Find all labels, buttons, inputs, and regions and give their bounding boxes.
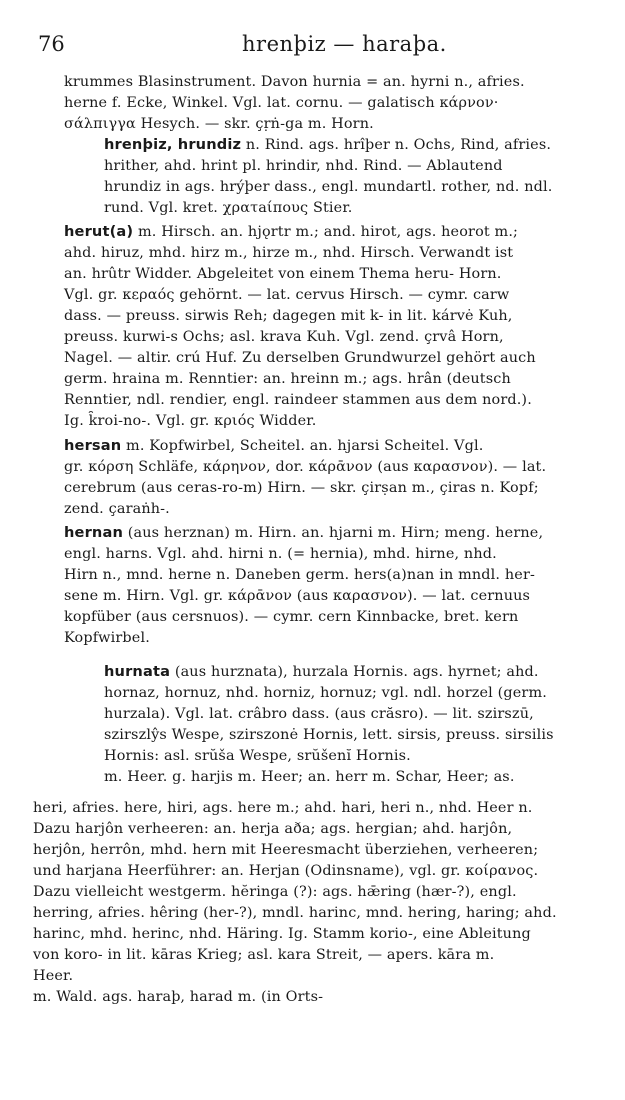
- text-line: harinc, mhd. herinc, nhd. Häring. Ig. Stamm korio-, eine Ableitung: [33, 926, 531, 942]
- text-line: m. Wald. ags. haraþ, harad m. (in Orts-: [33, 989, 324, 1005]
- text-line: zend. çaraṅh-.: [64, 501, 170, 517]
- headword: hersan: [64, 437, 122, 454]
- text-line: dass. — preuss. sirwis Reh; dagegen mit k- in lit. kárvė Kuh,: [64, 308, 513, 324]
- text-line: hurzala). Vgl. lat. crâbro dass. (aus crăsro). — lit. szirszū,: [104, 706, 534, 722]
- text-line: hrither, ahd. hrint pl. hrindir, nhd. Rind. — Ablautend: [104, 158, 503, 174]
- text-line: Renntier, ndl. rendier, engl. raindeer stammen aus dem nord.).: [64, 392, 532, 408]
- entry-head-line: hurnata (aus hurznata), hurzala Hornis. ags. hyrnet; ahd.: [104, 663, 539, 680]
- headword: hurnata: [104, 663, 171, 680]
- headword: herut(a): [64, 223, 134, 240]
- text-line: Nagel. — altir. crú Huf. Zu derselben Grundwurzel gehört auch: [64, 350, 536, 366]
- text-line: von koro- in lit. kāras Krieg; asl. kara Streit, — apers. kāra m.: [33, 947, 495, 963]
- text-line: σάλπιγγα Hesych. — skr. çṛṅ-ga m. Horn.: [64, 116, 374, 132]
- text-line: engl. harns. Vgl. ahd. hirni n. (= hernia), mhd. hirne, nhd.: [64, 546, 497, 562]
- entry-head-line: hernan (aus herznan) m. Hirn. an. hjarni m. Hirn; meng. herne,: [64, 524, 544, 541]
- text-line: und harjana Heerführer: an. Herjan (Odinsname), vgl. gr. κοίρανος.: [33, 863, 539, 879]
- text-line: cerebrum (aus ceras-ro-m) Hirn. — skr. çirṣan m., çiras n. Kopf;: [64, 480, 539, 496]
- text-line: krummes Blasinstrument. Davon hurnia = an. hyrni n., afries.: [64, 74, 525, 90]
- text-line: Vgl. gr. κεραός gehörnt. — lat. cervus Hirsch. — cymr. carw: [64, 287, 510, 303]
- text-line: kopfüber (aus cersnuos). — cymr. cern Kinnbacke, bret. kern: [64, 609, 519, 625]
- text-line: Dazu vielleicht westgerm. hĕringa (?): ags. hǣring (hær-?), engl.: [33, 884, 517, 900]
- page-number: 76: [38, 32, 65, 56]
- text-line: Hirn n., mnd. herne n. Daneben germ. hers(a)nan in mndl. her-: [64, 567, 535, 583]
- entry-head-line: heri, afries. here, hiri, ags. here m.; ahd. hari, heri n., nhd. Heer n.: [33, 800, 533, 816]
- page-header: [0, 22, 625, 62]
- text-line: hornaz, hornuz, nhd. horniz, hornuz; vgl. ndl. horzel (germ.: [104, 685, 547, 701]
- text-line: Kopfwirbel.: [64, 630, 150, 646]
- headword: hernan: [64, 524, 124, 541]
- text-line: herne f. Ecke, Winkel. Vgl. lat. cornu. — galatisch κάρνον·: [64, 95, 499, 111]
- text-line: herjôn, herrôn, mhd. hern mit Heeresmacht überziehen, verheeren;: [33, 842, 539, 858]
- entry-head-line: hrenþiz, hrundiz n. Rind. ags. hrîþer n. Ochs, Rind, afries.: [104, 136, 552, 153]
- text-line: an. hrûtr Widder. Abgeleitet von einem Thema heru- Horn.: [64, 266, 502, 282]
- running-title: hrenþiz — haraþa.: [242, 32, 447, 56]
- text-line: preuss. kurwi-s Ochs; asl. krava Kuh. Vgl. zend. çrvâ Horn,: [64, 329, 504, 345]
- text-line: Ig. k̑roi-no-. Vgl. gr. κριός Widder.: [64, 413, 317, 429]
- text-line: hrundiz in ags. hrýþer dass., engl. mundartl. rother, nd. ndl.: [104, 179, 553, 195]
- text-line: germ. hraina m. Renntier: an. hreinn m.; ags. hrân (deutsch: [64, 371, 511, 387]
- text-line: rund. Vgl. kret. χρατaίπους Stier.: [104, 200, 353, 216]
- entry-head-line: hersan m. Kopfwirbel, Scheitel. an. hjarsi Scheitel. Vgl.: [64, 437, 484, 454]
- text-line: szirszlŷs Wespe, szirszonė Hornis, lett. sirsis, preuss. sirsilis: [104, 727, 554, 743]
- text-line: Heer.: [33, 968, 74, 984]
- text-line: ahd. hiruz, mhd. hirz m., hirze m., nhd. Hirsch. Verwandt ist: [64, 245, 514, 261]
- text-line: herring, afries. hêring (her-?), mndl. harinc, mnd. hering, haring; ahd.: [33, 905, 557, 921]
- text-line: gr. κόρση Schläfe, κάρηνον, dor. κάρᾱνον (aus καρασνον). — lat.: [64, 459, 547, 475]
- text-line: Dazu harjôn verheeren: an. herja aða; ags. hergian; ahd. harjôn,: [33, 821, 513, 837]
- entry-head-line: herut(a) m. Hirsch. an. hjǫrtr m.; and. hirot, ags. heorot m.;: [64, 223, 519, 240]
- text-line: Hornis: asl. srŭša Wespe, srŭšenĭ Hornis.: [104, 748, 411, 764]
- text-line: m. Heer. g. harjis m. Heer; an. herr m. Schar, Heer; as.: [104, 769, 515, 785]
- headword: hrenþiz, hrundiz: [104, 136, 242, 153]
- text-line: sene m. Hirn. Vgl. gr. κάρᾱνον (aus καρασνον). — lat. cernuus: [64, 588, 531, 604]
